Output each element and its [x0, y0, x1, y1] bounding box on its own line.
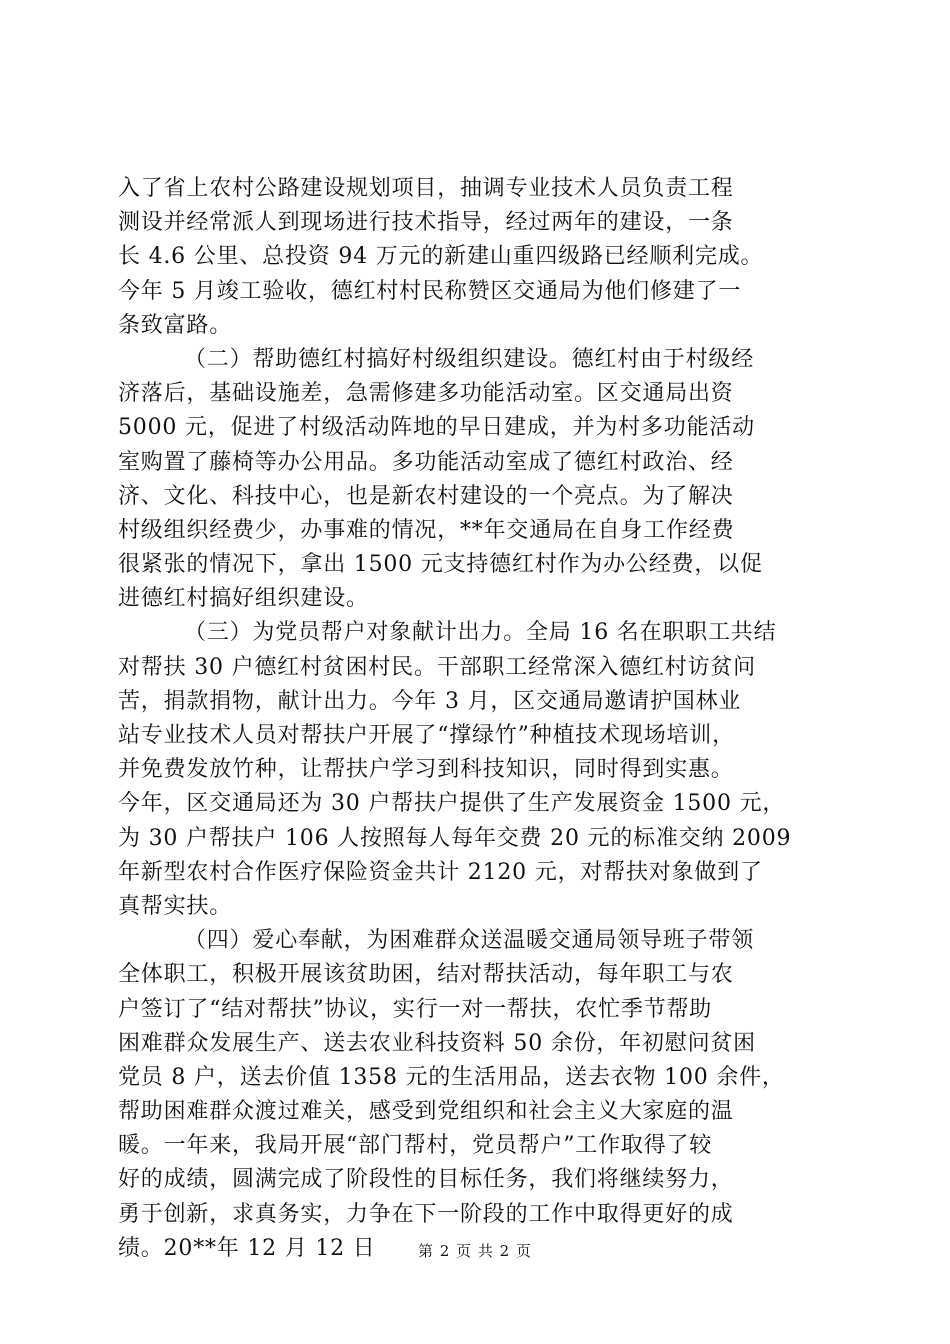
text-line: 真帮实扶。	[118, 893, 233, 919]
text-line: 为 30 户帮扶户 106 人按照每人每年交费 20 元的标准交纳 2009	[118, 825, 792, 851]
text-line: 今年 5 月竣工验收，德红村村民称赞区交通局为他们修建了一	[118, 278, 742, 304]
text-line: 好的成绩，圆满完成了阶段性的目标任务，我们将继续努力，	[118, 1167, 734, 1193]
text-line: 测设并经常派人到现场进行技术指导，经过两年的建设，一条	[118, 210, 734, 236]
text-line: 绩。20**年 12 月 12 日	[118, 1235, 376, 1261]
text-line: 今年，区交通局还为 30 户帮扶户提供了生产发展资金 1500 元，	[118, 791, 786, 817]
text-line: （二）帮助德红村搞好村级组织建设。德红村由于村级经	[184, 346, 755, 372]
text-line: 长 4.6 公里、总投资 94 万元的新建山重四级路已经顺利完成。	[118, 244, 764, 270]
document-body	[118, 172, 844, 1266]
text-line: 勇于创新，求真务实，力争在下一阶段的工作中取得更好的成	[118, 1201, 734, 1227]
text-line: 对帮扶 30 户德红村贫困村民。干部职工经常深入德红村访贫问	[118, 654, 756, 680]
text-line: 条致富路。	[118, 312, 233, 338]
text-line: 年新型农村合作医疗保险资金共计 2120 元，对帮扶对象做到了	[118, 859, 763, 885]
page-footer: 第 2 页 共 2 页	[418, 1242, 532, 1260]
text-line: 很紧张的情况下，拿出 1500 元支持德红村作为办公经费，以促	[118, 552, 763, 578]
text-line: （三）为党员帮户对象献计出力。全局 16 名在职职工共结	[184, 620, 777, 646]
text-line: 户签订了“结对帮扶”协议，实行一对一帮扶，农忙季节帮助	[118, 996, 713, 1022]
text-line: 进德红村搞好组织建设。	[118, 586, 369, 612]
text-line: 入了省上农村公路建设规划项目，抽调专业技术人员负责工程	[118, 176, 734, 201]
text-line: 困难群众发展生产、送去农业科技资料 50 余份，年初慰问贫困	[118, 1030, 756, 1056]
text-line: 室购置了藤椅等办公用品。多功能活动室成了德红村政治、经	[118, 449, 734, 475]
text-line: 暖。一年来，我局开展“部门帮村，党员帮户”工作取得了较	[118, 1133, 713, 1159]
text-line: 5000 元，促进了村级活动阵地的早日建成，并为村多功能活动	[118, 415, 755, 441]
text-line: 村级组织经费少，办事难的情况，**年交通局在自身工作经费	[118, 517, 735, 543]
text-line: 苦，捐款捐物，献计出力。今年 3 月，区交通局邀请护国林业	[118, 688, 742, 714]
text-line: 济、文化、科技中心，也是新农村建设的一个亮点。为了解决	[118, 483, 734, 509]
text-line: 站专业技术人员对帮扶户开展了“撑绿竹”种植技术现场培训，	[118, 723, 735, 748]
text-line: 全体职工，积极开展该贫助困，结对帮扶活动，每年职工与农	[118, 962, 734, 988]
text-line: 济落后，基础设施差，急需修建多功能活动室。区交通局出资	[118, 381, 734, 407]
text-line: 帮助困难群众渡过难关，感受到党组织和社会主义大家庭的温	[118, 1099, 734, 1125]
text-line: 并免费发放竹种，让帮扶户学习到科技知识，同时得到实惠。	[118, 757, 734, 783]
text-line: （四）爱心奉献，为困难群众送温暖交通局领导班子带领	[184, 928, 755, 954]
text-line: 党员 8 户，送去价值 1358 元的生活用品，送去衣物 100 余件，	[118, 1064, 785, 1090]
